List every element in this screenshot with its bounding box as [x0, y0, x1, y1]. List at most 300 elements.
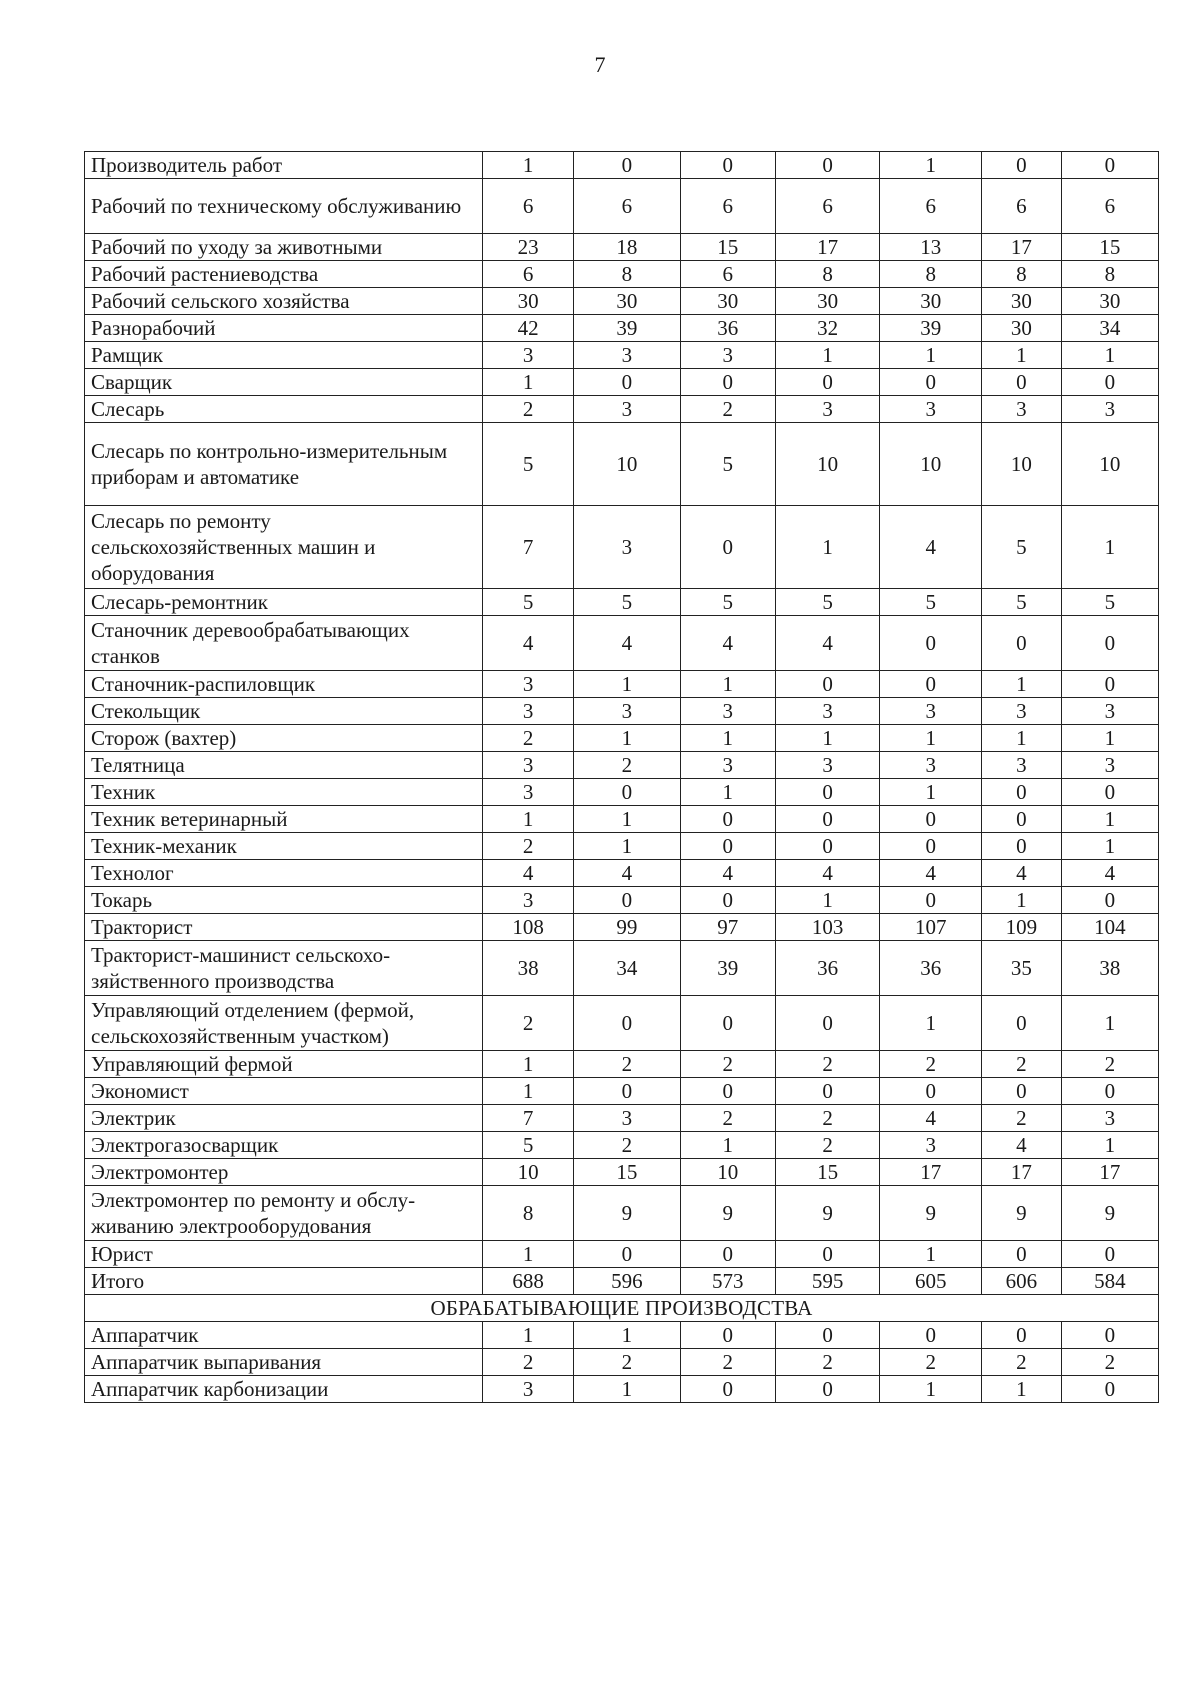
count-cell-col-3: 15 [680, 234, 775, 261]
count-cell-col-1: 688 [483, 1268, 574, 1295]
count-cell-col-1: 30 [483, 288, 574, 315]
count-cell-col-6: 6 [981, 179, 1061, 234]
count-cell-col-3: 573 [680, 1268, 775, 1295]
occupation-name: Тракторист-машинист сельскохо-зяйственного производства [85, 941, 483, 996]
count-cell-col-5: 0 [880, 833, 981, 860]
count-cell-col-5: 605 [880, 1268, 981, 1295]
count-cell-col-5: 0 [880, 616, 981, 671]
count-cell-col-4: 0 [775, 779, 880, 806]
section-heading-row [85, 1295, 1159, 1322]
count-cell-col-1: 5 [483, 1132, 574, 1159]
count-cell-col-4: 6 [775, 179, 880, 234]
count-cell-col-1: 7 [483, 1105, 574, 1132]
count-cell-col-5: 1 [880, 779, 981, 806]
count-cell-col-3: 9 [680, 1186, 775, 1241]
count-cell-col-6: 0 [981, 616, 1061, 671]
count-cell-col-7: 0 [1061, 616, 1158, 671]
count-cell-col-7: 30 [1061, 288, 1158, 315]
count-cell-col-3: 6 [680, 261, 775, 288]
table-row [85, 261, 1159, 288]
count-cell-col-6: 30 [981, 315, 1061, 342]
occupation-name: Рабочий сельского хозяйства [85, 288, 483, 315]
count-cell-col-3: 0 [680, 152, 775, 179]
count-cell-col-7: 34 [1061, 315, 1158, 342]
count-cell-col-4: 17 [775, 234, 880, 261]
count-cell-col-5: 3 [880, 752, 981, 779]
count-cell-col-3: 1 [680, 725, 775, 752]
occupation-name: Управляющий отделением (фермой, сельскохозяйственным участком) [85, 996, 483, 1051]
count-cell-col-4: 103 [775, 914, 880, 941]
count-cell-col-7: 10 [1061, 423, 1158, 506]
occupation-name: Тракторист [85, 914, 483, 941]
count-cell-col-4: 0 [775, 996, 880, 1051]
count-cell-col-2: 10 [573, 423, 680, 506]
occupation-name: Рамщик [85, 342, 483, 369]
count-cell-col-1: 2 [483, 1349, 574, 1376]
count-cell-col-7: 2 [1061, 1349, 1158, 1376]
count-cell-col-3: 1 [680, 779, 775, 806]
count-cell-col-7: 6 [1061, 179, 1158, 234]
count-cell-col-5: 8 [880, 261, 981, 288]
count-cell-col-7: 0 [1061, 779, 1158, 806]
count-cell-col-1: 2 [483, 396, 574, 423]
count-cell-col-1: 3 [483, 779, 574, 806]
count-cell-col-2: 1 [573, 671, 680, 698]
count-cell-col-3: 0 [680, 833, 775, 860]
count-cell-col-7: 0 [1061, 671, 1158, 698]
count-cell-col-7: 15 [1061, 234, 1158, 261]
count-cell-col-3: 0 [680, 1376, 775, 1403]
count-cell-col-3: 0 [680, 887, 775, 914]
count-cell-col-2: 2 [573, 752, 680, 779]
table-row [85, 179, 1159, 234]
count-cell-col-5: 2 [880, 1051, 981, 1078]
count-cell-col-2: 2 [573, 1349, 680, 1376]
count-cell-col-7: 0 [1061, 887, 1158, 914]
count-cell-col-2: 2 [573, 1051, 680, 1078]
count-cell-col-7: 1 [1061, 806, 1158, 833]
count-cell-col-6: 1 [981, 725, 1061, 752]
count-cell-col-2: 0 [573, 887, 680, 914]
occupation-name: Итого [85, 1268, 483, 1295]
count-cell-col-6: 30 [981, 288, 1061, 315]
count-cell-col-6: 1 [981, 1376, 1061, 1403]
table-row [85, 1159, 1159, 1186]
count-cell-col-2: 2 [573, 1132, 680, 1159]
count-cell-col-1: 3 [483, 698, 574, 725]
table-row [85, 315, 1159, 342]
occupation-name: Станочник-распиловщик [85, 671, 483, 698]
table-row [85, 589, 1159, 616]
count-cell-col-3: 30 [680, 288, 775, 315]
count-cell-col-7: 3 [1061, 396, 1158, 423]
count-cell-col-4: 3 [775, 396, 880, 423]
table-row [85, 941, 1159, 996]
occupation-name: Экономист [85, 1078, 483, 1105]
count-cell-col-4: 1 [775, 342, 880, 369]
occupation-name: Телятница [85, 752, 483, 779]
count-cell-col-1: 4 [483, 860, 574, 887]
count-cell-col-4: 4 [775, 616, 880, 671]
count-cell-col-6: 0 [981, 1078, 1061, 1105]
count-cell-col-3: 0 [680, 806, 775, 833]
count-cell-col-1: 10 [483, 1159, 574, 1186]
count-cell-col-1: 42 [483, 315, 574, 342]
count-cell-col-7: 9 [1061, 1186, 1158, 1241]
count-cell-col-6: 10 [981, 423, 1061, 506]
count-cell-col-2: 34 [573, 941, 680, 996]
table-row [85, 288, 1159, 315]
count-cell-col-6: 3 [981, 698, 1061, 725]
occupation-name: Аппаратчик [85, 1322, 483, 1349]
count-cell-col-5: 39 [880, 315, 981, 342]
count-cell-col-2: 1 [573, 1322, 680, 1349]
count-cell-col-6: 2 [981, 1105, 1061, 1132]
count-cell-col-6: 1 [981, 342, 1061, 369]
count-cell-col-7: 0 [1061, 152, 1158, 179]
count-cell-col-4: 3 [775, 698, 880, 725]
count-cell-col-1: 3 [483, 752, 574, 779]
count-cell-col-4: 9 [775, 1186, 880, 1241]
count-cell-col-6: 0 [981, 833, 1061, 860]
count-cell-col-3: 0 [680, 506, 775, 589]
count-cell-col-3: 4 [680, 616, 775, 671]
occupation-name: Сварщик [85, 369, 483, 396]
count-cell-col-2: 1 [573, 1376, 680, 1403]
table-row [85, 1349, 1159, 1376]
table-row [85, 833, 1159, 860]
count-cell-col-4: 5 [775, 589, 880, 616]
count-cell-col-1: 38 [483, 941, 574, 996]
table-row [85, 506, 1159, 589]
count-cell-col-1: 1 [483, 1051, 574, 1078]
count-cell-col-5: 107 [880, 914, 981, 941]
count-cell-col-5: 0 [880, 1078, 981, 1105]
count-cell-col-7: 1 [1061, 833, 1158, 860]
table-row [85, 698, 1159, 725]
occupation-name: Станочник деревообрабатывающих станков [85, 616, 483, 671]
count-cell-col-1: 2 [483, 725, 574, 752]
count-cell-col-3: 5 [680, 589, 775, 616]
count-cell-col-6: 5 [981, 589, 1061, 616]
count-cell-col-2: 596 [573, 1268, 680, 1295]
table-row [85, 342, 1159, 369]
count-cell-col-6: 35 [981, 941, 1061, 996]
count-cell-col-1: 7 [483, 506, 574, 589]
count-cell-col-1: 23 [483, 234, 574, 261]
count-cell-col-5: 17 [880, 1159, 981, 1186]
count-cell-col-6: 1 [981, 887, 1061, 914]
count-cell-col-6: 606 [981, 1268, 1061, 1295]
count-cell-col-2: 5 [573, 589, 680, 616]
occupation-name: Аппаратчик карбонизации [85, 1376, 483, 1403]
count-cell-col-1: 3 [483, 887, 574, 914]
count-cell-col-7: 17 [1061, 1159, 1158, 1186]
table-row [85, 1186, 1159, 1241]
count-cell-col-3: 1 [680, 1132, 775, 1159]
count-cell-col-4: 1 [775, 506, 880, 589]
count-cell-col-1: 1 [483, 369, 574, 396]
count-cell-col-3: 2 [680, 1051, 775, 1078]
count-cell-col-5: 6 [880, 179, 981, 234]
count-cell-col-2: 0 [573, 1241, 680, 1268]
count-cell-col-4: 0 [775, 1241, 880, 1268]
count-cell-col-4: 0 [775, 1078, 880, 1105]
occupation-name: Электромонтер [85, 1159, 483, 1186]
occupation-name: Рабочий по техническому обслуживанию [85, 179, 483, 234]
section-heading: ОБРАБАТЫВАЮЩИЕ ПРОИЗВОДСТВА [85, 1295, 1159, 1322]
count-cell-col-7: 0 [1061, 1241, 1158, 1268]
occupation-name: Сторож (вахтер) [85, 725, 483, 752]
count-cell-col-7: 584 [1061, 1268, 1158, 1295]
count-cell-col-2: 3 [573, 698, 680, 725]
occupation-name: Рабочий по уходу за животными [85, 234, 483, 261]
count-cell-col-6: 2 [981, 1051, 1061, 1078]
count-cell-col-1: 108 [483, 914, 574, 941]
count-cell-col-6: 0 [981, 996, 1061, 1051]
count-cell-col-3: 0 [680, 1322, 775, 1349]
count-cell-col-5: 36 [880, 941, 981, 996]
count-cell-col-6: 8 [981, 261, 1061, 288]
count-cell-col-1: 2 [483, 996, 574, 1051]
table-row [85, 860, 1159, 887]
occupation-name: Аппаратчик выпаривания [85, 1349, 483, 1376]
count-cell-col-5: 13 [880, 234, 981, 261]
count-cell-col-3: 2 [680, 1349, 775, 1376]
count-cell-col-5: 3 [880, 396, 981, 423]
count-cell-col-4: 30 [775, 288, 880, 315]
count-cell-col-4: 1 [775, 725, 880, 752]
count-cell-col-4: 2 [775, 1051, 880, 1078]
occupation-name: Слесарь по контрольно-измерительным приборам и автоматике [85, 423, 483, 506]
count-cell-col-2: 39 [573, 315, 680, 342]
count-cell-col-3: 10 [680, 1159, 775, 1186]
table-row [85, 396, 1159, 423]
count-cell-col-2: 4 [573, 616, 680, 671]
count-cell-col-7: 1 [1061, 996, 1158, 1051]
count-cell-col-4: 1 [775, 887, 880, 914]
count-cell-col-2: 0 [573, 1078, 680, 1105]
count-cell-col-2: 0 [573, 996, 680, 1051]
table-row [85, 1105, 1159, 1132]
occupation-name: Токарь [85, 887, 483, 914]
count-cell-col-3: 0 [680, 996, 775, 1051]
count-cell-col-5: 0 [880, 806, 981, 833]
count-cell-col-2: 3 [573, 1105, 680, 1132]
count-cell-col-2: 8 [573, 261, 680, 288]
occupation-name: Техник [85, 779, 483, 806]
count-cell-col-7: 2 [1061, 1051, 1158, 1078]
count-cell-col-5: 1 [880, 725, 981, 752]
count-cell-col-5: 3 [880, 1132, 981, 1159]
occupation-name: Разнорабочий [85, 315, 483, 342]
count-cell-col-5: 9 [880, 1186, 981, 1241]
count-cell-col-4: 0 [775, 806, 880, 833]
count-cell-col-5: 4 [880, 506, 981, 589]
count-cell-col-5: 0 [880, 671, 981, 698]
count-cell-col-4: 0 [775, 1376, 880, 1403]
count-cell-col-1: 1 [483, 1241, 574, 1268]
count-cell-col-6: 4 [981, 1132, 1061, 1159]
count-cell-col-7: 8 [1061, 261, 1158, 288]
count-cell-col-7: 1 [1061, 506, 1158, 589]
count-cell-col-1: 1 [483, 1322, 574, 1349]
table-row [85, 369, 1159, 396]
count-cell-col-4: 2 [775, 1132, 880, 1159]
table-row [85, 779, 1159, 806]
count-cell-col-6: 9 [981, 1186, 1061, 1241]
table-row [85, 1322, 1159, 1349]
count-cell-col-7: 38 [1061, 941, 1158, 996]
count-cell-col-3: 4 [680, 860, 775, 887]
table-row [85, 887, 1159, 914]
count-cell-col-1: 1 [483, 1078, 574, 1105]
count-cell-col-2: 15 [573, 1159, 680, 1186]
count-cell-col-7: 0 [1061, 1322, 1158, 1349]
table-row [85, 752, 1159, 779]
count-cell-col-5: 2 [880, 1349, 981, 1376]
table-row [85, 234, 1159, 261]
occupation-name: Техник-механик [85, 833, 483, 860]
count-cell-col-4: 32 [775, 315, 880, 342]
count-cell-col-3: 97 [680, 914, 775, 941]
table-row [85, 1078, 1159, 1105]
count-cell-col-3: 0 [680, 1241, 775, 1268]
occupation-name: Слесарь по ремонту сельскохозяйственных машин и оборудования [85, 506, 483, 589]
count-cell-col-4: 0 [775, 152, 880, 179]
occupation-name: Юрист [85, 1241, 483, 1268]
occupation-name: Электрик [85, 1105, 483, 1132]
count-cell-col-4: 36 [775, 941, 880, 996]
count-cell-col-6: 0 [981, 1322, 1061, 1349]
count-cell-col-4: 595 [775, 1268, 880, 1295]
table-row [85, 1132, 1159, 1159]
count-cell-col-4: 2 [775, 1105, 880, 1132]
count-cell-col-6: 109 [981, 914, 1061, 941]
count-cell-col-6: 0 [981, 779, 1061, 806]
count-cell-col-5: 0 [880, 887, 981, 914]
occupation-name: Слесарь [85, 396, 483, 423]
count-cell-col-2: 6 [573, 179, 680, 234]
occupation-name: Электрогазосварщик [85, 1132, 483, 1159]
table-row [85, 1241, 1159, 1268]
count-cell-col-3: 3 [680, 752, 775, 779]
count-cell-col-6: 0 [981, 806, 1061, 833]
count-cell-col-7: 1 [1061, 342, 1158, 369]
count-cell-col-1: 4 [483, 616, 574, 671]
count-cell-col-7: 104 [1061, 914, 1158, 941]
count-cell-col-6: 17 [981, 1159, 1061, 1186]
count-cell-col-5: 1 [880, 1376, 981, 1403]
count-cell-col-2: 99 [573, 914, 680, 941]
table-row [85, 1268, 1159, 1295]
count-cell-col-3: 36 [680, 315, 775, 342]
count-cell-col-3: 2 [680, 1105, 775, 1132]
count-cell-col-4: 3 [775, 752, 880, 779]
count-cell-col-7: 1 [1061, 725, 1158, 752]
count-cell-col-2: 9 [573, 1186, 680, 1241]
count-cell-col-2: 3 [573, 396, 680, 423]
count-cell-col-4: 10 [775, 423, 880, 506]
count-cell-col-6: 0 [981, 369, 1061, 396]
count-cell-col-2: 1 [573, 833, 680, 860]
count-cell-col-7: 5 [1061, 589, 1158, 616]
count-cell-col-6: 0 [981, 1241, 1061, 1268]
occupation-name: Слесарь-ремонтник [85, 589, 483, 616]
count-cell-col-3: 1 [680, 671, 775, 698]
count-cell-col-2: 3 [573, 506, 680, 589]
count-cell-col-5: 3 [880, 698, 981, 725]
count-cell-col-3: 3 [680, 698, 775, 725]
count-cell-col-1: 6 [483, 179, 574, 234]
occupation-name: Рабочий растениеводства [85, 261, 483, 288]
count-cell-col-5: 1 [880, 1241, 981, 1268]
count-cell-col-6: 3 [981, 752, 1061, 779]
count-cell-col-2: 4 [573, 860, 680, 887]
count-cell-col-5: 1 [880, 152, 981, 179]
count-cell-col-5: 1 [880, 342, 981, 369]
count-cell-col-5: 10 [880, 423, 981, 506]
count-cell-col-2: 1 [573, 806, 680, 833]
count-cell-col-5: 4 [880, 1105, 981, 1132]
table-row [85, 152, 1159, 179]
count-cell-col-2: 0 [573, 152, 680, 179]
count-cell-col-6: 0 [981, 152, 1061, 179]
count-cell-col-4: 4 [775, 860, 880, 887]
count-cell-col-1: 1 [483, 806, 574, 833]
count-cell-col-7: 0 [1061, 1078, 1158, 1105]
count-cell-col-1: 1 [483, 152, 574, 179]
count-cell-col-5: 0 [880, 1322, 981, 1349]
count-cell-col-2: 0 [573, 369, 680, 396]
occupation-name: Управляющий фермой [85, 1051, 483, 1078]
table-row [85, 914, 1159, 941]
count-cell-col-6: 2 [981, 1349, 1061, 1376]
count-cell-col-1: 5 [483, 589, 574, 616]
occupation-name: Технолог [85, 860, 483, 887]
occupation-name: Стекольщик [85, 698, 483, 725]
count-cell-col-2: 30 [573, 288, 680, 315]
table-row [85, 996, 1159, 1051]
count-cell-col-4: 15 [775, 1159, 880, 1186]
occupation-name: Техник ветеринарный [85, 806, 483, 833]
count-cell-col-2: 1 [573, 725, 680, 752]
table-row [85, 671, 1159, 698]
count-cell-col-7: 3 [1061, 698, 1158, 725]
count-cell-col-4: 0 [775, 369, 880, 396]
count-cell-col-3: 3 [680, 342, 775, 369]
count-cell-col-2: 18 [573, 234, 680, 261]
table-row [85, 423, 1159, 506]
count-cell-col-1: 3 [483, 342, 574, 369]
count-cell-col-1: 5 [483, 423, 574, 506]
count-cell-col-1: 3 [483, 671, 574, 698]
table-row [85, 1376, 1159, 1403]
count-cell-col-4: 8 [775, 261, 880, 288]
count-cell-col-6: 1 [981, 671, 1061, 698]
table-row [85, 1051, 1159, 1078]
count-cell-col-5: 5 [880, 589, 981, 616]
occupation-name: Электромонтер по ремонту и обслу-живанию электрооборудования [85, 1186, 483, 1241]
page-number: 7 [594, 52, 606, 77]
count-cell-col-3: 39 [680, 941, 775, 996]
count-cell-col-5: 4 [880, 860, 981, 887]
count-cell-col-3: 2 [680, 396, 775, 423]
count-cell-col-2: 0 [573, 779, 680, 806]
count-cell-col-5: 0 [880, 369, 981, 396]
count-cell-col-7: 4 [1061, 860, 1158, 887]
count-cell-col-3: 0 [680, 369, 775, 396]
